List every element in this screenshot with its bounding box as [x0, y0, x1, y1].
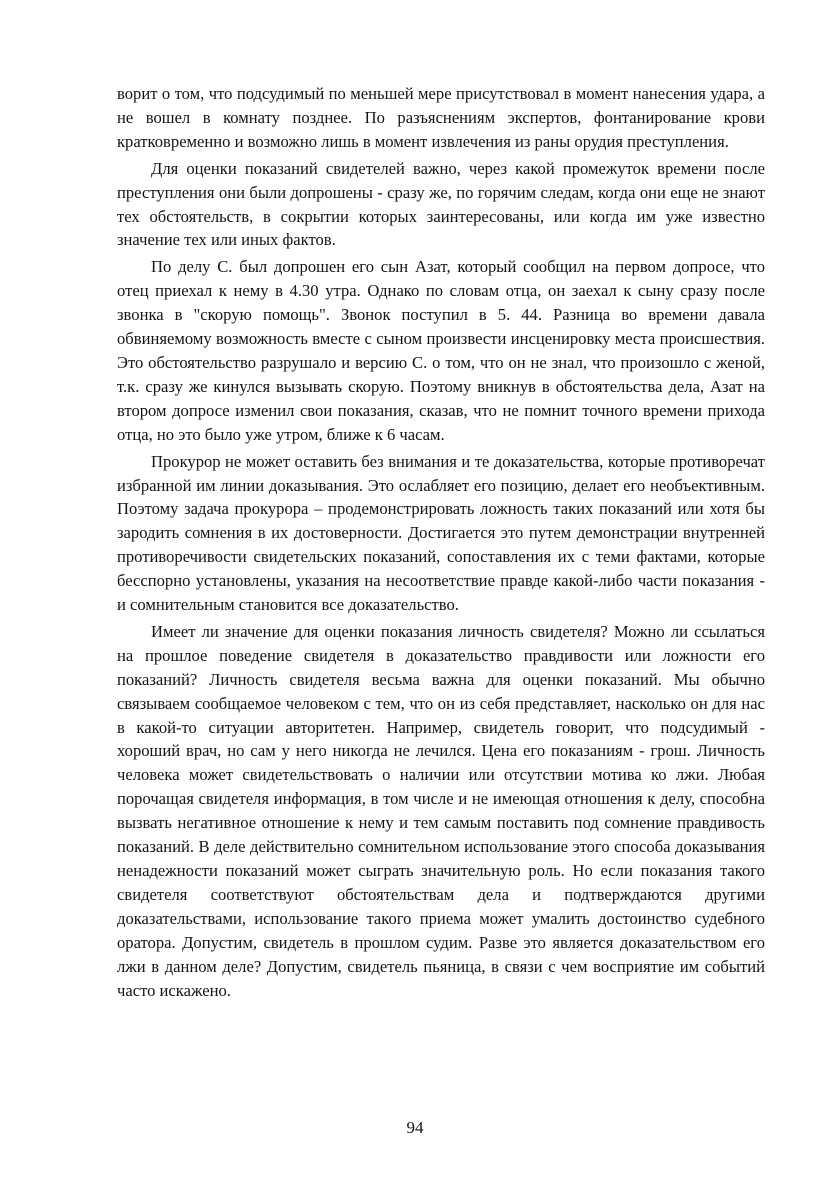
paragraph-continuation: ворит о том, что подсудимый по меньшей мере присутствовал в момент нанесения удара, а не вошел в комнату позднее. По разъяснениям экспертов, фонтанирование крови кратковременно и возможно лишь в момент извлечения из раны орудия преступления.: [117, 84, 765, 151]
paragraph-case-example: По делу С. был допрошен его сын Азат, который сообщил на первом допросе, что отец приехал к нему в 4.30 утра. Однако по словам отца, он заехал к сыну сразу после звонка в "скорую помощь". Звонок поступил в 5. 44. Разница во времени давала обвиняемому возможность вместе с сыном произвести инсценировку места происшествия. Это обстоятельство разрушало и версию С. о том, что он не знал, что произошло с женой, т.к. сразу же кинулся вызывать скорую. Поэтому вникнув в обстоятельства дела, Азат на втором допросе изменил свои показания, сказав, что не помнит точного времени прихода отца, но это было уже утром, ближе к 6 часам.: [117, 257, 765, 444]
paragraph-witness-personality: Имеет ли значение для оценки показания личность свидетеля? Можно ли ссылаться на прошлое поведение свидетеля в доказательство правдивости или ложности его показаний? Личность свидетеля весьма важна для оценки показаний. Мы обычно связываем сообщаемое человеком с тем, что он из себя представляет, насколько он для нас в какой-то ситуации авторитетен. Например, свидетель говорит, что подсудимый - хороший врач, но сам у него никогда не лечился. Цена его показаниям - грош. Личность человека может свидетельствовать о наличии или отсутствии мотива ко лжи. Любая порочащая свидетеля информация, в том числе и не имеющая отношения к делу, способна вызвать негативное отношение к нему и тем самым поставить под сомнение правдивость показаний. В деле действительно сомнительном использование этого способа доказывания ненадежности показаний может сыграть значительную роль. Но если показания такого свидетеля соответствуют обстоятельствам дела и подтверждаются другими доказательствами, использование такого приема может умалить достоинство судебного оратора. Допустим, свидетель в прошлом судим. Разве это является доказательством его лжи в данном деле? Допустим, свидетель пьяница, в связи с чем восприятие им событий часто искажено.: [117, 621, 765, 1000]
page-number: 94: [406, 1118, 424, 1137]
paragraph-witness-timing: Для оценки показаний свидетелей важно, через какой промежуток времени после преступления они были допрошены - сразу же, по горячим следам, когда они еще не знают тех обстоятельств, в сокрытии которых заинтересованы, или когда им уже известно значение тех или иных фактов.: [117, 158, 765, 250]
body-text: [117, 82, 765, 1002]
paragraph-prosecutor: Прокурор не может оставить без внимания и те доказательства, которые противоречат избранной им линии доказывания. Это ослабляет его позицию, делает его необъективным. Поэтому задача прокурора – продемонстрировать ложность таких показаний или хотя бы зародить сомнения в их достоверности. Достигается это путем демонстрации внутренней противоречивости свидетельских показаний, сопоставления их с теми фактами, которые бесспорно установлены, указания на несоответствие правде какой-либо части показания - и сомнительным становится все доказательство.: [117, 451, 765, 615]
